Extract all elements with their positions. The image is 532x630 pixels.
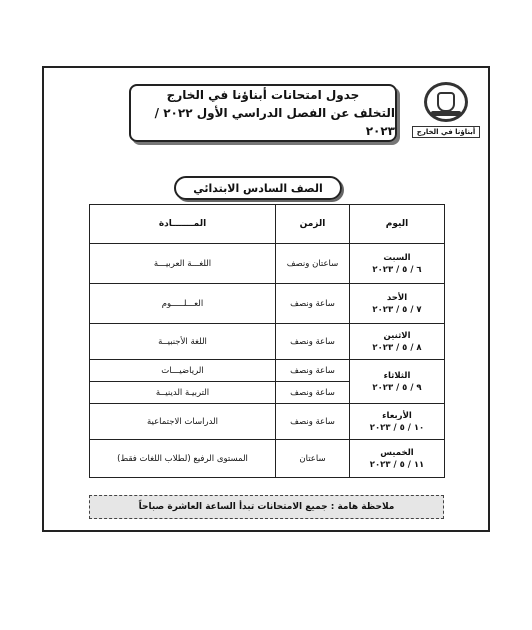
day-name: الأحد <box>386 292 408 303</box>
time-cell: ساعة ونصف <box>276 360 350 382</box>
header-time: الزمن <box>276 205 350 244</box>
day-cell <box>350 440 445 478</box>
day-date: ٩ / ٥ / ٢٠٢٣ <box>372 382 422 393</box>
table-row <box>90 324 445 360</box>
subject-cell: المستوى الرفيع (لطلاب اللغات فقط) <box>90 440 276 478</box>
exam-schedule-sheet <box>42 66 490 532</box>
day-name: الخميس <box>380 447 414 458</box>
day-cell <box>350 284 445 324</box>
time-cell: ساعتان ونصف <box>276 244 350 284</box>
day-name: الثلاثاء <box>383 370 411 381</box>
table-row <box>90 244 445 284</box>
day-cell <box>350 324 445 360</box>
page-title: جدول امتحانات أبناؤنا في الخارج <box>166 88 360 102</box>
time-cell: ساعتان <box>276 440 350 478</box>
day-cell <box>350 244 445 284</box>
day-cell <box>350 404 445 440</box>
time-cell: ساعة ونصف <box>276 324 350 360</box>
subject-cell: العـــلـــــوم <box>90 284 276 324</box>
table-row <box>90 404 445 440</box>
subject-cell: اللغة الأجنبيــة <box>90 324 276 360</box>
time-cell: ساعة ونصف <box>276 404 350 440</box>
table-row <box>90 284 445 324</box>
day-date: ١١ / ٥ / ٢٠٢٣ <box>369 459 425 470</box>
header-day: اليوم <box>350 205 445 244</box>
table-row <box>90 360 445 382</box>
time-cell: ساعة ونصف <box>276 382 350 404</box>
logo-caption: أبناؤنا في الخارج <box>412 126 480 138</box>
title-box <box>129 84 397 142</box>
subject-cell: التربيـة الدينيــة <box>90 382 276 404</box>
table-row <box>90 440 445 478</box>
subject-cell: الرياضيـــات <box>90 360 276 382</box>
day-date: ٦ / ٥ / ٢٠٢٣ <box>372 264 422 275</box>
subject-cell: الدراسات الاجتماعية <box>90 404 276 440</box>
day-date: ٨ / ٥ / ٢٠٢٣ <box>372 342 422 353</box>
time-cell: ساعة ونصف <box>276 284 350 324</box>
day-date: ٧ / ٥ / ٢٠٢٣ <box>372 304 422 315</box>
subject-cell: اللغـــة العربيـــة <box>90 244 276 284</box>
important-note: ملاحظة هامة : جميع الامتحانات تبدأ الساعة العاشرة صباحاً <box>89 495 444 519</box>
table-header-row <box>90 205 445 244</box>
schedule-table <box>89 204 445 478</box>
day-cell <box>350 360 445 404</box>
grade-label: الصف السادس الابتدائي <box>174 176 342 200</box>
emblem-icon <box>424 82 468 122</box>
ministry-logo <box>411 82 481 146</box>
day-date: ١٠ / ٥ / ٢٠٢٣ <box>369 422 425 433</box>
header-subject: المـــــــادة <box>90 205 276 244</box>
day-name: السبت <box>383 252 411 263</box>
day-name: الأربعاء <box>382 410 412 421</box>
page-subtitle: التخلف عن الفصل الدراسي الأول ٢٠٢٢ / ٢٠٢٣ <box>154 106 395 138</box>
day-name: الاثنين <box>383 330 411 341</box>
